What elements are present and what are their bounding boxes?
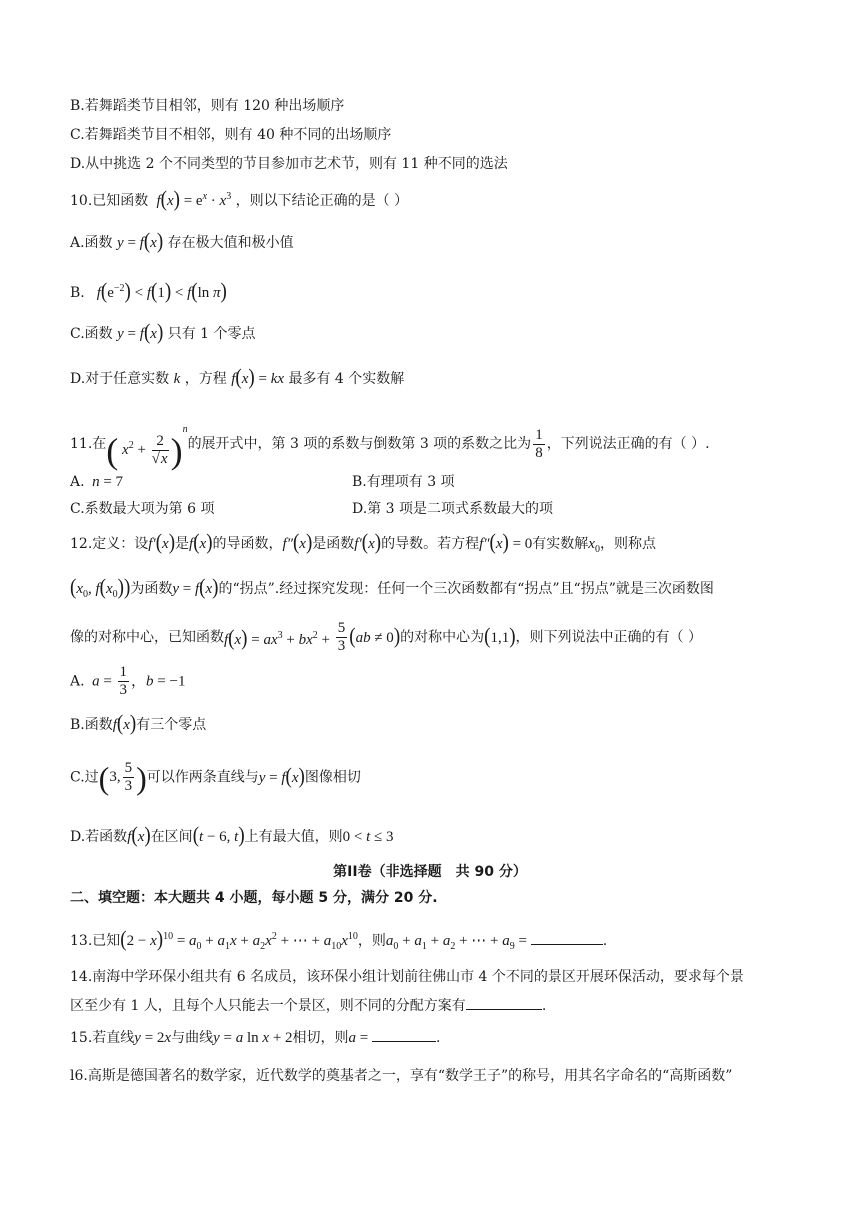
q11-binomial: ( $x^2$ + $\frac{2}{√x}$ )$^n$ xyxy=(106,424,188,471)
q10-stem-prefix: 10.已知函数 xyxy=(70,193,149,209)
q12-text: 的导函数， xyxy=(212,536,283,552)
q16-line-1: l6.高斯是德国著名的数学家，近代数学的奠基者之一，享有“数学王子”的称号，用其名字命名的“高斯函数” xyxy=(70,1068,733,1084)
q10-stem xyxy=(70,187,408,211)
q14-line-2 xyxy=(70,995,546,1016)
q12-d-mid2: 上有最大值，则 xyxy=(244,829,343,845)
q12-d-prefix: D.若函数 xyxy=(70,829,128,845)
q12-text: 为函数 xyxy=(130,581,173,597)
q11-row-1: A. n = 7 B.有理项有 3 项 xyxy=(70,474,455,490)
q13-mid: ，则 xyxy=(357,933,386,949)
q11-option-c: C.系数最大项为第 6 项 xyxy=(70,501,215,517)
q13-answer-blank[interactable] xyxy=(531,930,603,945)
q15: 15.若直线y = 2x与曲线y = a ln x + 2相切，则a = . xyxy=(70,1027,440,1048)
q11-stem-prefix: 11.在 xyxy=(70,436,107,453)
q10-stem-suffix: ，则以下结论正确的是（ ） xyxy=(235,193,409,209)
q12-d-mid: 在区间 xyxy=(150,829,193,845)
q10-option-d: D.对于任意实数 k ，方程 f(x) = kx 最多有 4 个实数解 xyxy=(70,365,405,390)
q10-d-prefix: D.对于任意实数 xyxy=(70,371,170,387)
q12-text: 是函数 xyxy=(312,536,355,552)
q15-mid: 与曲线 xyxy=(171,1030,214,1046)
q13: 13.已知$(2 - x)^{10} = a_0 + a_1x + a_2x^2$ + ⋯ + $a_{10}x^{10}$，则$a_0 + a_1 + a_2$ + ⋯ + $a_9$ = . xyxy=(70,927,608,952)
q10-option-a: A.函数 y = f(x) 存在极大值和极小值 xyxy=(70,229,294,254)
q12-option-d: D.若函数f(x)在区间(t − 6, t)上有最大值，则0 < t ≤ 3 xyxy=(70,823,394,848)
q12-line-1: 12.定义：设f′(x)是f(x)的导函数，f″(x)是函数f′(x)的导数。若方程f″(x) = 0有实数解$x_0$，则称点 xyxy=(70,530,656,555)
q15-suffix: . xyxy=(436,1030,441,1046)
q9-option-c: C.若舞蹈类节目不相邻，则有 40 种不同的出场顺序 xyxy=(70,127,392,143)
q12-text: ，则下列说法中正确的有（ ） xyxy=(515,629,702,646)
q12-text: ，则称点 xyxy=(599,536,656,552)
q12-b-prefix: B.函数 xyxy=(70,717,113,733)
q13-prefix: 13.已知 xyxy=(70,933,121,949)
q9-option-b: B.若舞蹈类节目相邻，则有 120 种出场顺序 xyxy=(70,98,345,114)
q11-option-d: D.第 3 项是二项式系数最大的项 xyxy=(352,501,553,517)
q12-text: 有实数解 xyxy=(532,536,589,552)
q15-prefix: 15.若直线 xyxy=(70,1030,135,1046)
q10-c-suffix: 只有 1 个零点 xyxy=(167,326,256,342)
q12-option-c: C.过(3, $\frac{5}{3}$ )可以作两条直线与y = f(x)图像相切 xyxy=(70,759,361,796)
q10-b-prefix: B. xyxy=(70,285,85,301)
q12-b-suffix: 有三个零点 xyxy=(136,717,207,733)
q11-row-2 xyxy=(70,499,553,519)
fill-in-heading: 二、填空题：本大题共 4 小题，每小题 5 分，满分 20 分. xyxy=(70,890,438,906)
q10-c-prefix: C.函数 xyxy=(70,326,113,342)
q15-mid2: 相切，则 xyxy=(292,1030,349,1046)
q10-option-b: B. $f(e^{-2}) < f(1) < f(\ln$ π) xyxy=(70,279,227,304)
q11-stem-mid: 的展开式中，第 3 项的系数与倒数第 3 项的系数之比为 xyxy=(187,436,532,453)
q12-c-suffix: 图像相切 xyxy=(304,769,361,786)
q12-a-label: A. xyxy=(70,673,85,690)
q11-ratio: $\frac{1}{8}$ xyxy=(535,426,543,461)
section-title: 第II卷（非选择题 共 90 分） xyxy=(333,864,527,880)
q10-formula: $f(x) = e^x \cdot x^3$ xyxy=(152,187,232,212)
q14-text: 区至少有 1 人，且每个人只能去一个景区，则不同的分配方案有 xyxy=(70,998,466,1014)
q12-line-3: 像的对称中心，已知函数$f(x) = ax^3 + bx^2$ + $\frac{5}{3}$ (ab ≠ 0)的对称中心为(1,1)，则下列说法中正确的有（ ） xyxy=(70,620,702,654)
q10-a-suffix: 存在极大值和极小值 xyxy=(167,235,294,251)
q10-d-mid: ，方程 xyxy=(184,371,227,387)
q10-a-prefix: A.函数 xyxy=(70,235,113,251)
q11-option-b: B.有理项有 3 项 xyxy=(352,474,455,490)
q12-text: 的“拐点”.经过探究发现：任何一个三次函数都有“拐点”且“拐点”就是三次函数图 xyxy=(218,581,714,597)
q12-c-mid: 可以作两条直线与 xyxy=(146,769,259,786)
q11-option-a: A. xyxy=(70,474,85,490)
q12-text: 的导数。若方程 xyxy=(381,536,480,552)
q11-stem-suffix: ，下列说法正确的有（ ）. xyxy=(546,436,710,453)
q15-answer-blank[interactable] xyxy=(372,1027,436,1042)
q12-option-a: A. a = $\frac{1}{3}$ ，b = −1 xyxy=(70,664,186,698)
q12-option-b: B.函数f(x)有三个零点 xyxy=(70,711,207,736)
q12-text: 12.定义：设 xyxy=(70,536,149,552)
q14-line-1: 14.南海中学环保小组共有 6 名成员，该环保小组计划前往佛山市 4 个不同的景区开展环保活动，要求每个景 xyxy=(70,969,744,985)
q10-option-c: C.函数 y = f(x) 只有 1 个零点 xyxy=(70,320,256,345)
q12-c-prefix: C.过 xyxy=(70,769,99,786)
q14-suffix: . xyxy=(541,998,547,1014)
q10-d-suffix: 最多有 4 个实数解 xyxy=(288,371,405,387)
q11-stem xyxy=(70,420,710,471)
q13-suffix: . xyxy=(602,933,608,949)
q12-text: 的对称中心为 xyxy=(400,629,485,646)
q12-text: 是 xyxy=(175,536,190,552)
q14-answer-blank[interactable] xyxy=(466,995,542,1010)
q12-line-2: ($x_0$, $f(x_0)$)为函数y = f(x)的“拐点”.经过探究发现：任何一个三次函数都有“拐点”且“拐点”就是三次函数图 xyxy=(70,575,714,600)
q9-option-d: D.从中挑选 2 个不同类型的节目参加市艺术节，则有 11 种不同的选法 xyxy=(70,156,508,172)
q12-text: 像的对称中心，已知函数 xyxy=(70,629,224,646)
